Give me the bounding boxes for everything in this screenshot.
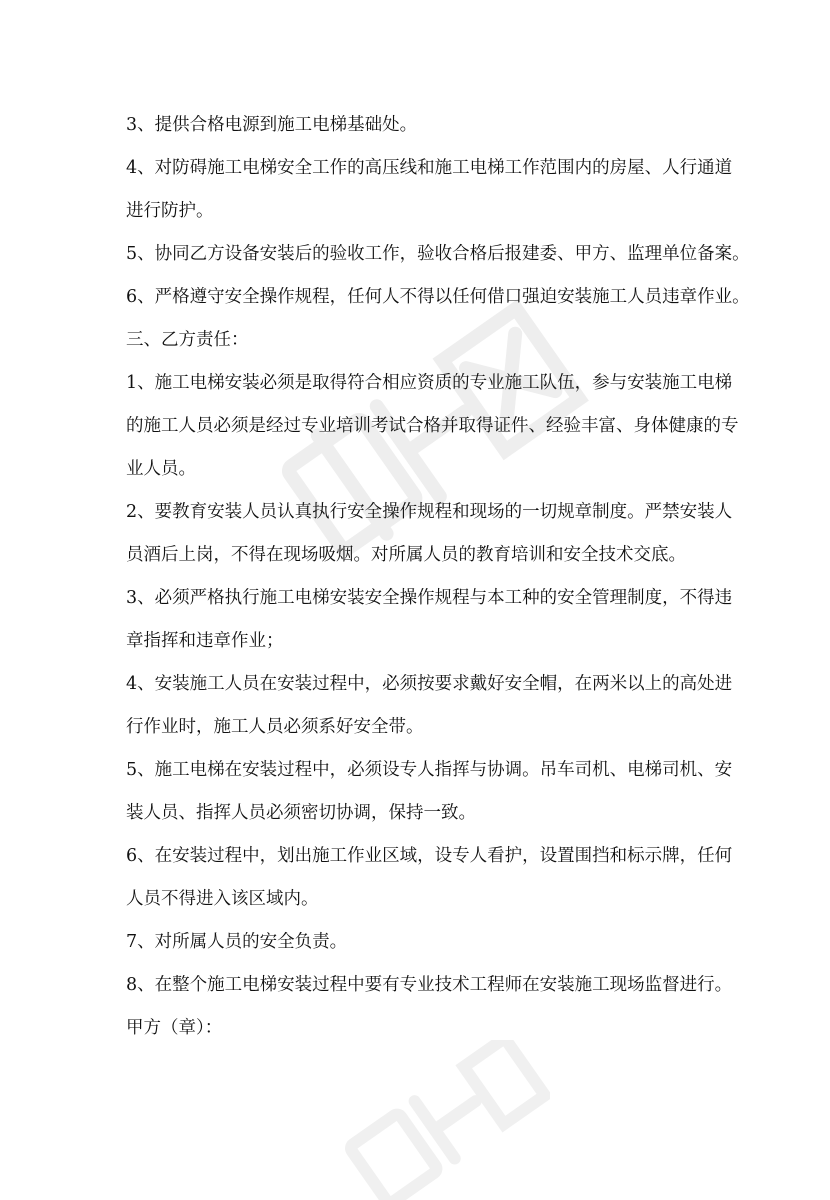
text-line: 4、安装施工人员在安装过程中，必须按要求戴好安全帽，在两米以上的高处进	[126, 674, 733, 694]
signature-label: 甲方（章）：	[126, 1018, 223, 1038]
text-line: 8、在整个施工电梯安装过程中要有专业技术工程师在安装施工现场监督进行。	[126, 975, 733, 995]
text-line: 6、严格遵守安全操作规程，任何人不得以任何借口强迫安装施工人员违章作业。	[126, 287, 750, 307]
text-line: 人员不得进入该区域内。	[126, 889, 319, 909]
text-line: 3、必须严格执行施工电梯安装安全操作规程与本工种的安全管理制度，不得违	[126, 588, 733, 608]
text-line: 5、施工电梯在安装过程中，必须设专人指挥与协调。吊车司机、电梯司机、安	[126, 760, 733, 780]
text-line: 章指挥和违章作业；	[126, 631, 284, 651]
watermark-logo-bottom	[330, 1040, 550, 1200]
text-line: 的施工人员必须是经过专业培训考试合格并取得证件、经验丰富、身体健康的专	[126, 416, 739, 436]
text-line: 员酒后上岗，不得在现场吸烟。对所属人员的教育培训和安全技术交底。	[126, 545, 686, 565]
text-line: 2、要教育安装人员认真执行安全操作规程和现场的一切规章制度。严禁安装人	[126, 502, 733, 522]
section-heading: 三、乙方责任：	[126, 330, 249, 350]
text-line: 进行防护。	[126, 201, 214, 221]
text-line: 业人员。	[126, 459, 196, 479]
text-line: 装人员、指挥人员必须密切协调，保持一致。	[126, 803, 476, 823]
text-line: 6、在安装过程中，划出施工作业区域，设专人看护，设置围挡和标示牌，任何	[126, 846, 733, 866]
text-line: 1、施工电梯安装必须是取得符合相应资质的专业施工队伍，参与安装施工电梯	[126, 373, 733, 393]
text-line: 7、对所属人员的安全负责。	[126, 932, 348, 952]
text-line: 5、协同乙方设备安装后的验收工作，验收合格后报建委、甲方、监理单位备案。	[126, 244, 750, 264]
text-line: 行作业时，施工人员必须系好安全带。	[126, 717, 424, 737]
text-line: 3、提供合格电源到施工电梯基础处。	[126, 115, 418, 135]
text-line: 4、对防碍施工电梯安全工作的高压线和施工电梯工作范围内的房屋、人行通道	[126, 158, 733, 178]
